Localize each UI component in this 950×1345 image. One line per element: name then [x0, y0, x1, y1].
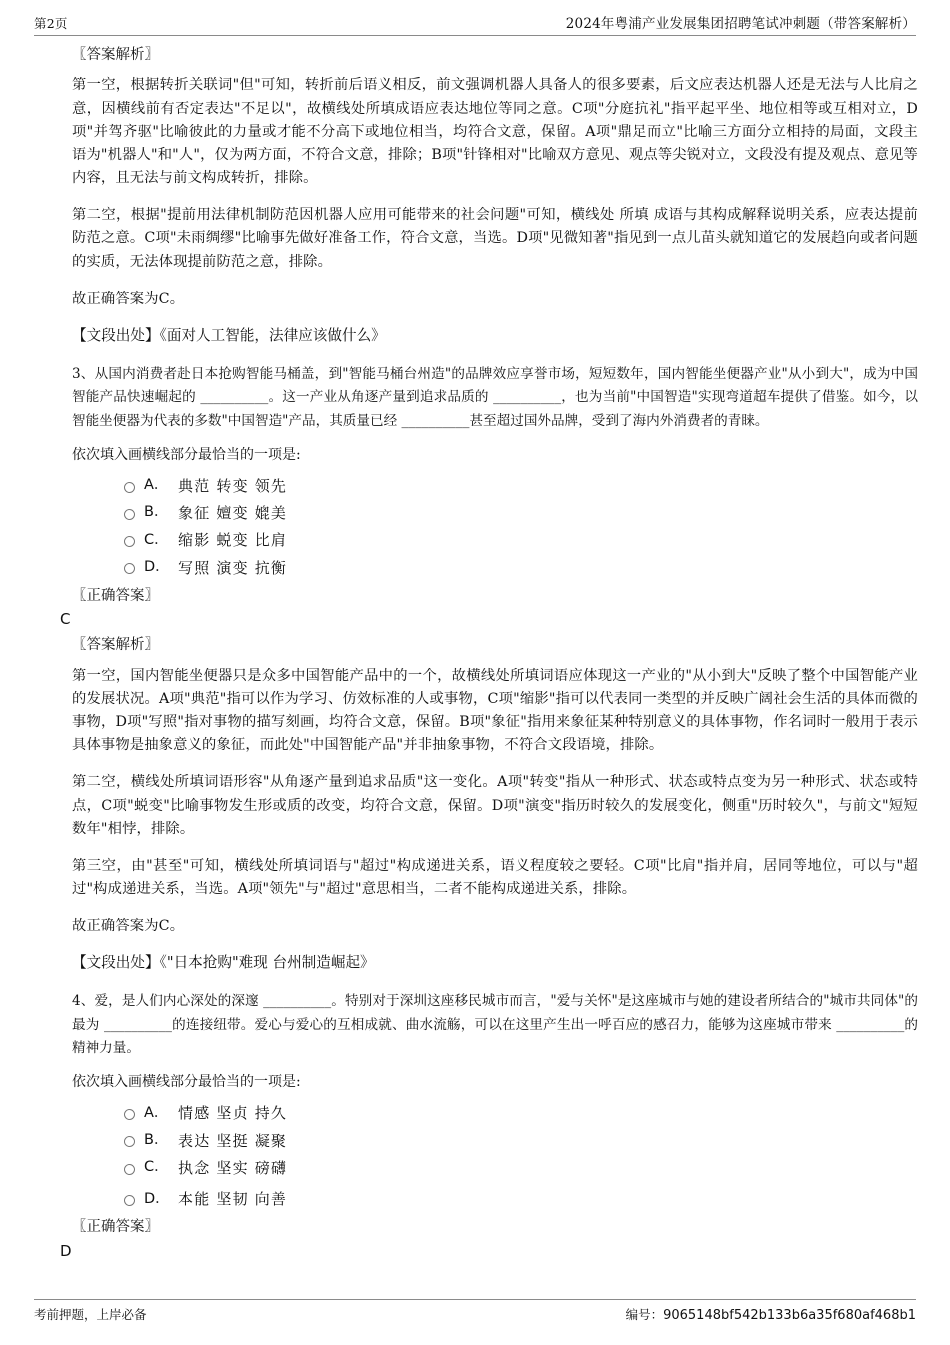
q2-analysis-paragraph-2: 第二空，根据"提前用法律机制防范因机器人应用可能带来的社会问题"可知，横线处 所填 成语与其构成解释说明关系，应表达提前防范之意。C项"未雨绸缪"比喻事先做好准备工作，符合文意，当选。D项"见微知著"指见到一点儿苗头就知道它的发展趋向或者问题的实质，无法体现提前防范之意，排除。: [72, 207, 918, 270]
option-row-b[interactable]: [124, 503, 918, 523]
option-row-a[interactable]: [124, 476, 918, 496]
option-text: 缩影 蜕变 比肩: [178, 531, 288, 550]
option-text: 表达 坚挺 凝聚: [178, 1131, 288, 1150]
q2-conclusion: 故正确答案为C。: [72, 290, 185, 307]
q2-analysis-paragraph-1: 第一空，根据转折关联词"但"可知，转折前后语义相反，前文强调机器人具备人的很多要素，后文应表达机器人还是无法与人比肩之意，因横线前有否定表达"不足以"，故横线处所填成语应表达地位等同之意。C项"分庭抗礼"指平起平坐、地位相等或互相对立，D项"并驾齐驱"比喻彼此的力量或才能不分高下或地位相当，均符合文意，保留。A项"鼎足而立"比喻三方面分立相持的局面，文段主语为"机器人"和"人"，仅为两方面，不符合文意，排除；B项"针锋相对"比喻双方意见、观点等尖锐对立，文段没有提及观点、意见等内容，且无法与前文构成转折，排除。: [72, 77, 918, 187]
option-text: 本能 坚韧 向善: [178, 1190, 288, 1209]
correct-answer-value-q4: D: [60, 1241, 72, 1260]
question-3-options: [34, 476, 918, 578]
option-row-d[interactable]: [124, 558, 918, 578]
option-row-a[interactable]: [124, 1103, 918, 1123]
footer-id-label: 编号：: [625, 1307, 664, 1322]
option-letter: B．: [144, 1132, 169, 1148]
correct-answer-label-q3: 〖正确答案〗: [72, 587, 159, 604]
option-text: 写照 演变 抗衡: [178, 558, 288, 577]
radio-button-icon[interactable]: [124, 1195, 135, 1206]
question-4-options: [34, 1103, 918, 1209]
radio-button-icon[interactable]: [124, 509, 135, 520]
radio-button-icon[interactable]: [124, 1136, 135, 1147]
radio-button-icon[interactable]: [124, 482, 135, 493]
radio-button-icon[interactable]: [124, 536, 135, 547]
answer-analysis-label-q3: 〖答案解析〗: [72, 637, 159, 654]
option-row-b[interactable]: [124, 1131, 918, 1151]
footer-slogan: 考前押题，上岸必备: [34, 1307, 147, 1322]
q3-source-citation: 【文段出处】《"日本抢购"难现 台州制造崛起》: [72, 954, 375, 972]
option-row-d[interactable]: [124, 1189, 918, 1209]
page-header: [34, 12, 916, 36]
footer-document-id: [626, 1305, 916, 1323]
question-3-stem: 3、从国内消费者赴日本抢购智能马桶盖，到"智能马桶台州造"的品牌效应享誉市场，短短数年，国内智能坐便器产业"从小到大"，成为中国智能产品快速崛起的 __________。这一产业从角逐产量到追求品质的 __________，也为当前"中国智造"实现弯道超车提供了借鉴。如今，以智能坐便器为代表的多数"中国智造"产品，其质量已经 __________甚至超过国外品牌，受到了海内外消费者的青睐。: [72, 365, 918, 429]
correct-answer-label-q4: 〖正确答案〗: [72, 1219, 159, 1236]
q3-analysis-paragraph-2: 第二空，横线处所填词语形容"从角逐产量到追求品质"这一变化。A项"转变"指从一种形式、状态或特点变为另一种形式、状态或特点，C项"蜕变"比喻事物发生形或质的改变，均符合文意，保留。D项"演变"指历时较久的发展变化，侧重"历时较久"，与前文"短短数年"相悖，排除。: [72, 774, 918, 837]
option-letter: D．: [144, 1190, 170, 1207]
page-footer: [34, 1299, 916, 1323]
q3-conclusion: 故正确答案为C。: [72, 918, 185, 935]
option-letter: C．: [144, 1159, 169, 1176]
option-letter: A．: [144, 477, 169, 494]
option-letter: C．: [144, 531, 169, 548]
option-text: 象征 嬗变 媲美: [178, 504, 288, 523]
radio-button-icon[interactable]: [124, 1109, 135, 1120]
option-row-c[interactable]: [124, 1158, 918, 1178]
answer-analysis-label-q2: 〖答案解析〗: [72, 47, 159, 63]
question-3-prompt: 依次填入画横线部分最恰当的一项是:: [72, 446, 301, 463]
option-letter: D．: [144, 558, 170, 575]
option-text: 情感 坚贞 持久: [178, 1104, 288, 1123]
question-4-prompt: 依次填入画横线部分最恰当的一项是:: [72, 1074, 301, 1091]
page-number-label: 第2页: [34, 16, 68, 31]
q3-analysis-paragraph-3: 第三空，由"甚至"可知，横线处所填词语与"超过"构成递进关系，语义程度较之要轻。C项"比肩"指并肩，居同等地位，可以与"超过"构成递进关系，当选。A项"领先"与"超过"意思相当，二者不能构成递进关系，排除。: [72, 857, 918, 898]
question-4-stem: 4、爱，是人们内心深处的深邃 __________。特别对于深圳这座移民城市而言，"爱与关怀"是这座城市与她的建设者所结合的"城市共同体"的最为 __________的连接纽带。爱心与爱心的互相成就、曲水流觞，可以在这里产生出一呼百应的感召力，能够为这座城市带来 __________的精神力量。: [72, 993, 918, 1057]
q2-source-citation: 【文段出处】《面对人工智能，法律应该做什么》: [72, 326, 386, 344]
q3-analysis-paragraph-1: 第一空，国内智能坐便器只是众多中国智能产品中的一个，故横线处所填词语应体现这一产业的"从小到大"反映了整个中国智能产业的发展状况。A项"典范"指可以作为学习、仿效标准的人或事物，C项"缩影"指可以代表同一类型的并反映广阔社会生活的具体而微的事物，D项"写照"指对事物的描写刻画，均符合文意，保留。B项"象征"指用来象征某种特别意义的具体事物，作名词时一般用于表示具体事物是抽象意义的象征，而此处"中国智能产品"并非抽象事物，不符合文段语境，排除。: [72, 667, 918, 754]
radio-button-icon[interactable]: [124, 1164, 135, 1175]
option-letter: B．: [144, 504, 169, 521]
correct-answer-value-q3: C: [60, 610, 71, 629]
document-body: [34, 44, 918, 1266]
option-text: 执念 坚实 磅礴: [178, 1158, 288, 1177]
footer-id-value: 9065148bf542b133b6a35f680af468b1: [663, 1308, 916, 1323]
option-letter: A．: [144, 1104, 169, 1121]
radio-button-icon[interactable]: [124, 563, 135, 574]
option-row-c[interactable]: [124, 530, 918, 550]
option-text: 典范 转变 领先: [178, 476, 288, 495]
document-title: 2024年粤浦产业发展集团招聘笔试冲刺题（带答案解析）: [565, 16, 916, 32]
